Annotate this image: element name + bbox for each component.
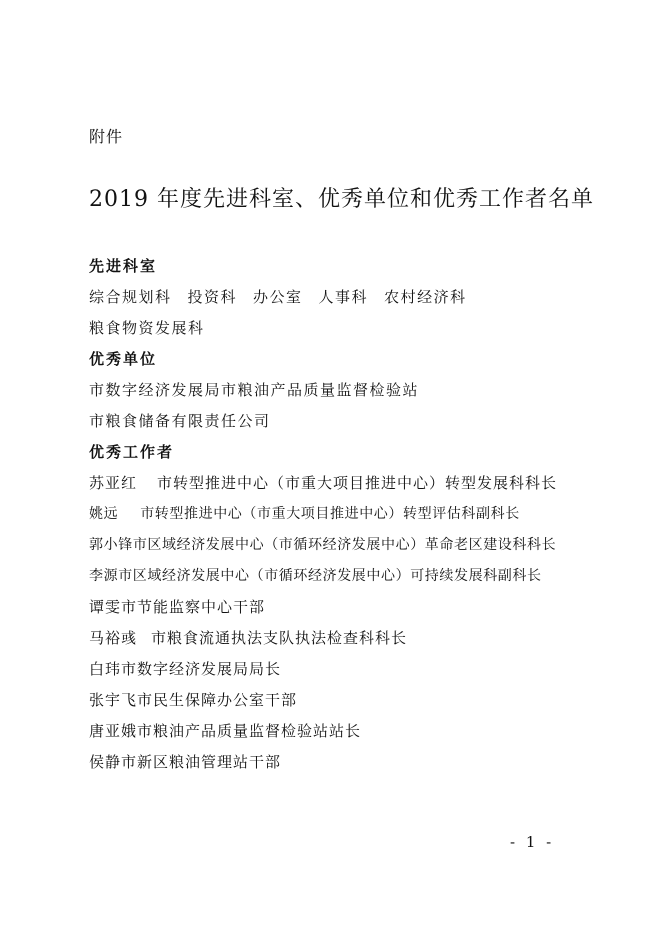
worker-name: 谭雯 — [89, 598, 122, 616]
page-number: - 1 - — [510, 833, 555, 851]
department-name: 人事科 — [318, 288, 369, 306]
worker-name: 李源 — [89, 568, 119, 584]
section-heading-advanced-departments: 先进科室 — [89, 257, 158, 275]
worker-name: 郭小锋 — [89, 537, 133, 553]
worker-entry — [89, 595, 599, 619]
document-body — [89, 254, 599, 781]
worker-name: 白玮 — [89, 660, 122, 678]
worker-entry — [89, 471, 599, 495]
worker-position: 市节能监察中心干部 — [121, 598, 266, 616]
worker-name: 张宇飞 — [89, 691, 138, 709]
worker-name: 马裕彧 — [89, 629, 138, 647]
worker-entry — [89, 750, 599, 774]
attachment-label: 附件 — [89, 127, 124, 146]
worker-position: 市民生保障办公室干部 — [137, 691, 298, 709]
unit-name: 市数字经济发展局市粮油产品质量监督检验站 — [89, 381, 420, 399]
department-name: 办公室 — [253, 288, 303, 306]
worker-entry — [89, 688, 599, 712]
worker-position: 市粮食流通执法支队执法检查科科长 — [151, 629, 408, 647]
worker-name: 唐亚娥 — [89, 722, 138, 740]
worker-entry — [89, 533, 599, 557]
worker-position: 市数字经济发展局局长 — [121, 660, 282, 678]
document-title: 2019 年度先进科室、优秀单位和优秀工作者名单 — [89, 187, 594, 212]
unit-name: 市粮食储备有限责任公司 — [89, 412, 271, 430]
worker-name: 苏亚红 — [89, 474, 138, 492]
department-name: 综合规划科 — [89, 288, 172, 306]
workers-list — [89, 471, 599, 774]
department-name: 粮食物资发展科 — [89, 319, 205, 337]
section-heading-excellent-workers: 优秀工作者 — [89, 443, 175, 461]
worker-entry — [89, 657, 599, 681]
worker-entry — [89, 719, 599, 743]
worker-entry — [89, 626, 599, 650]
department-name: 投资科 — [187, 288, 238, 306]
worker-position: 市粮油产品质量监督检验站站长 — [137, 722, 362, 740]
advanced-departments-row — [89, 285, 599, 309]
worker-name: 侯静 — [89, 753, 122, 771]
worker-entry — [89, 564, 599, 588]
worker-position: 市区域经济发展中心（市循环经济发展中心）革命老区建设科科长 — [132, 537, 557, 553]
worker-position: 市转型推进中心（市重大项目推进中心）转型发展科科长 — [157, 474, 558, 492]
worker-entry — [89, 502, 599, 526]
section-heading-excellent-units: 优秀单位 — [89, 350, 158, 368]
worker-position: 市区域经济发展中心（市循环经济发展中心）可持续发展科副科长 — [118, 568, 542, 584]
department-name: 农村经济科 — [384, 288, 467, 306]
worker-name: 姚远 — [89, 506, 119, 522]
worker-position: 市转型推进中心（市重大项目推进中心）转型评估科副科长 — [140, 506, 520, 522]
worker-position: 市新区粮油管理站干部 — [121, 753, 282, 771]
